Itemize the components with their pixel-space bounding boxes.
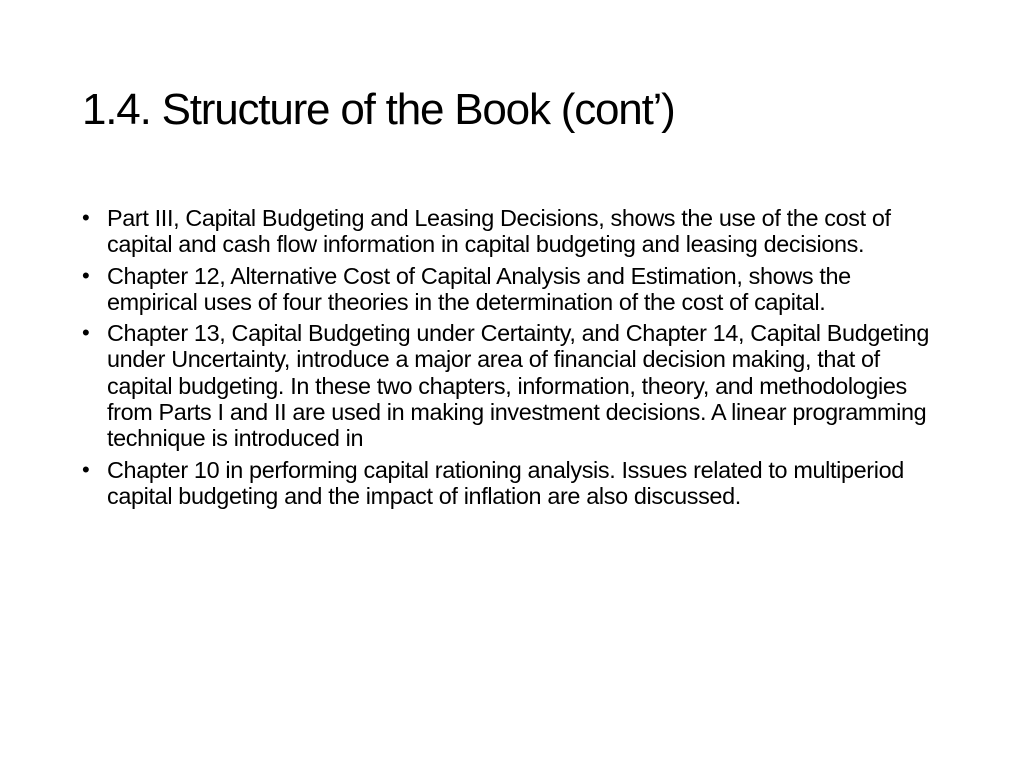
bullet-text: Chapter 13, Capital Budgeting under Certainty, and Chapter 14, Capital Budgeting under Uncertainty, introduce a major area of financial decision making, that of capital budgeting. In these two chapters, information, theory, and methodologies from Parts I and II are used in making investment decisions. A linear programming technique is introduced in	[107, 320, 929, 452]
slide-title: 1.4. Structure of the Book (cont’)	[82, 85, 675, 134]
bullet-marker: •	[82, 320, 90, 346]
bullet-text: Part III, Capital Budgeting and Leasing Decisions, shows the use of the cost of capital and cash flow information in capital budgeting and leasing decisions.	[107, 205, 891, 258]
bullet-item-chapter-12	[82, 263, 942, 316]
bullet-marker: •	[82, 205, 90, 230]
bullet-marker: •	[82, 456, 90, 482]
bullet-item-chapter-10	[82, 457, 942, 510]
bullet-item-chapter-13-14	[82, 320, 942, 451]
bullet-marker: •	[82, 262, 90, 288]
bullet-text: Chapter 10 in performing capital rationing analysis. Issues related to multiperiod capital budgeting and the impact of inflation are also discussed.	[107, 456, 904, 509]
bullet-item-part-iii	[82, 205, 942, 258]
bullet-text: Chapter 12, Alternative Cost of Capital Analysis and Estimation, shows the empirical uses of four theories in the determination of the cost of capital.	[107, 262, 851, 315]
bullet-list	[82, 205, 942, 514]
